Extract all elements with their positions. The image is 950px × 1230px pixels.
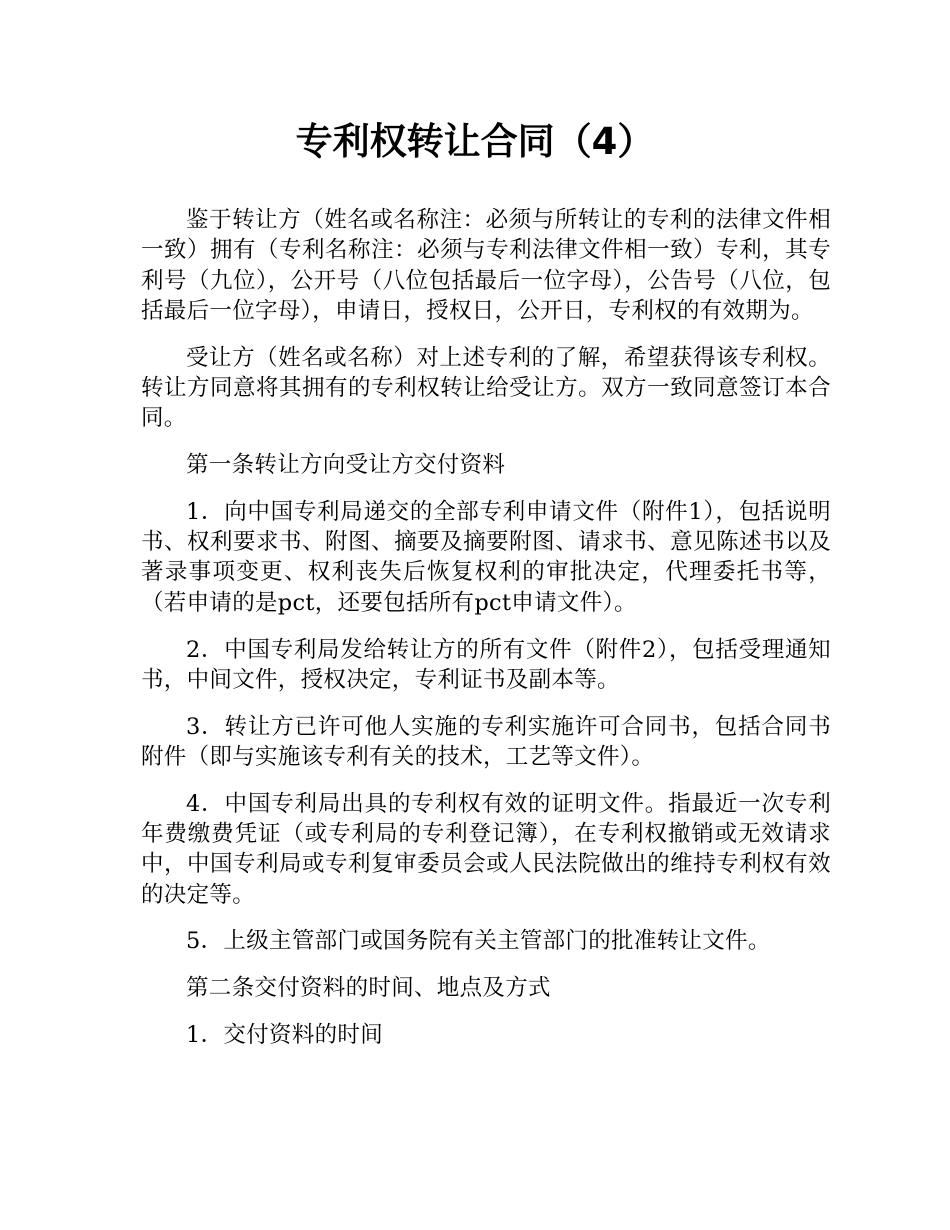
article-1-item-2: 2．中国专利局发给转让方的所有文件（附件2），包括受理通知书，中间文件，授权决定，专利证书及副本等。 [141,636,831,693]
article-1-heading: 第一条转让方向受让方交付资料 [186,452,506,479]
document-title: 专利权转让合同（4） [295,120,655,163]
paragraph-preamble-transferee: 受让方（姓名或名称）对上述专利的了解，希望获得该专利权。转让方同意将其拥有的专利权转让给受让方。双方一致同意签订本合同。 [141,344,831,432]
document-body [141,205,831,1067]
article-2-heading: 第二条交付资料的时间、地点及方式 [186,975,551,1002]
article-1-item-4: 4．中国专利局出具的专利权有效的证明文件。指最近一次专利年费缴费凭证（或专利局的专利登记簿），在专利权撤销或无效请求中，中国专利局或专利复审委员会或人民法院做出的维持专利权有效的决定等。 [141,790,831,908]
paragraph-preamble-transferor: 鉴于转让方（姓名或名称注：必须与所转让的专利的法律文件相一致）拥有（专利名称注：必须与专利法律文件相一致）专利，其专利号（九位），公开号（八位包括最后一位字母），公告号（八位，包括最后一位字母），申请日，授权日，公开日，专利权的有效期为。 [141,207,831,324]
article-2-item-1: 1．交付资料的时间 [186,1022,384,1049]
article-1-item-3: 3．转让方已许可他人实施的专利实施许可合同书，包括合同书附件（即与实施该专利有关的技术，工艺等文件）。 [141,713,831,770]
article-1-item-1: 1．向中国专利局递交的全部专利申请文件（附件1），包括说明书、权利要求书、附图、摘要及摘要附图、请求书、意见陈述书以及著录事项变更、权利丧失后恢复权利的审批决定，代理委托书等，（若申请的是pct，还要包括所有pct申请文件）。 [141,498,831,616]
article-1-item-5: 5．上级主管部门或国务院有关主管部门的批准转让文件。 [186,928,771,955]
